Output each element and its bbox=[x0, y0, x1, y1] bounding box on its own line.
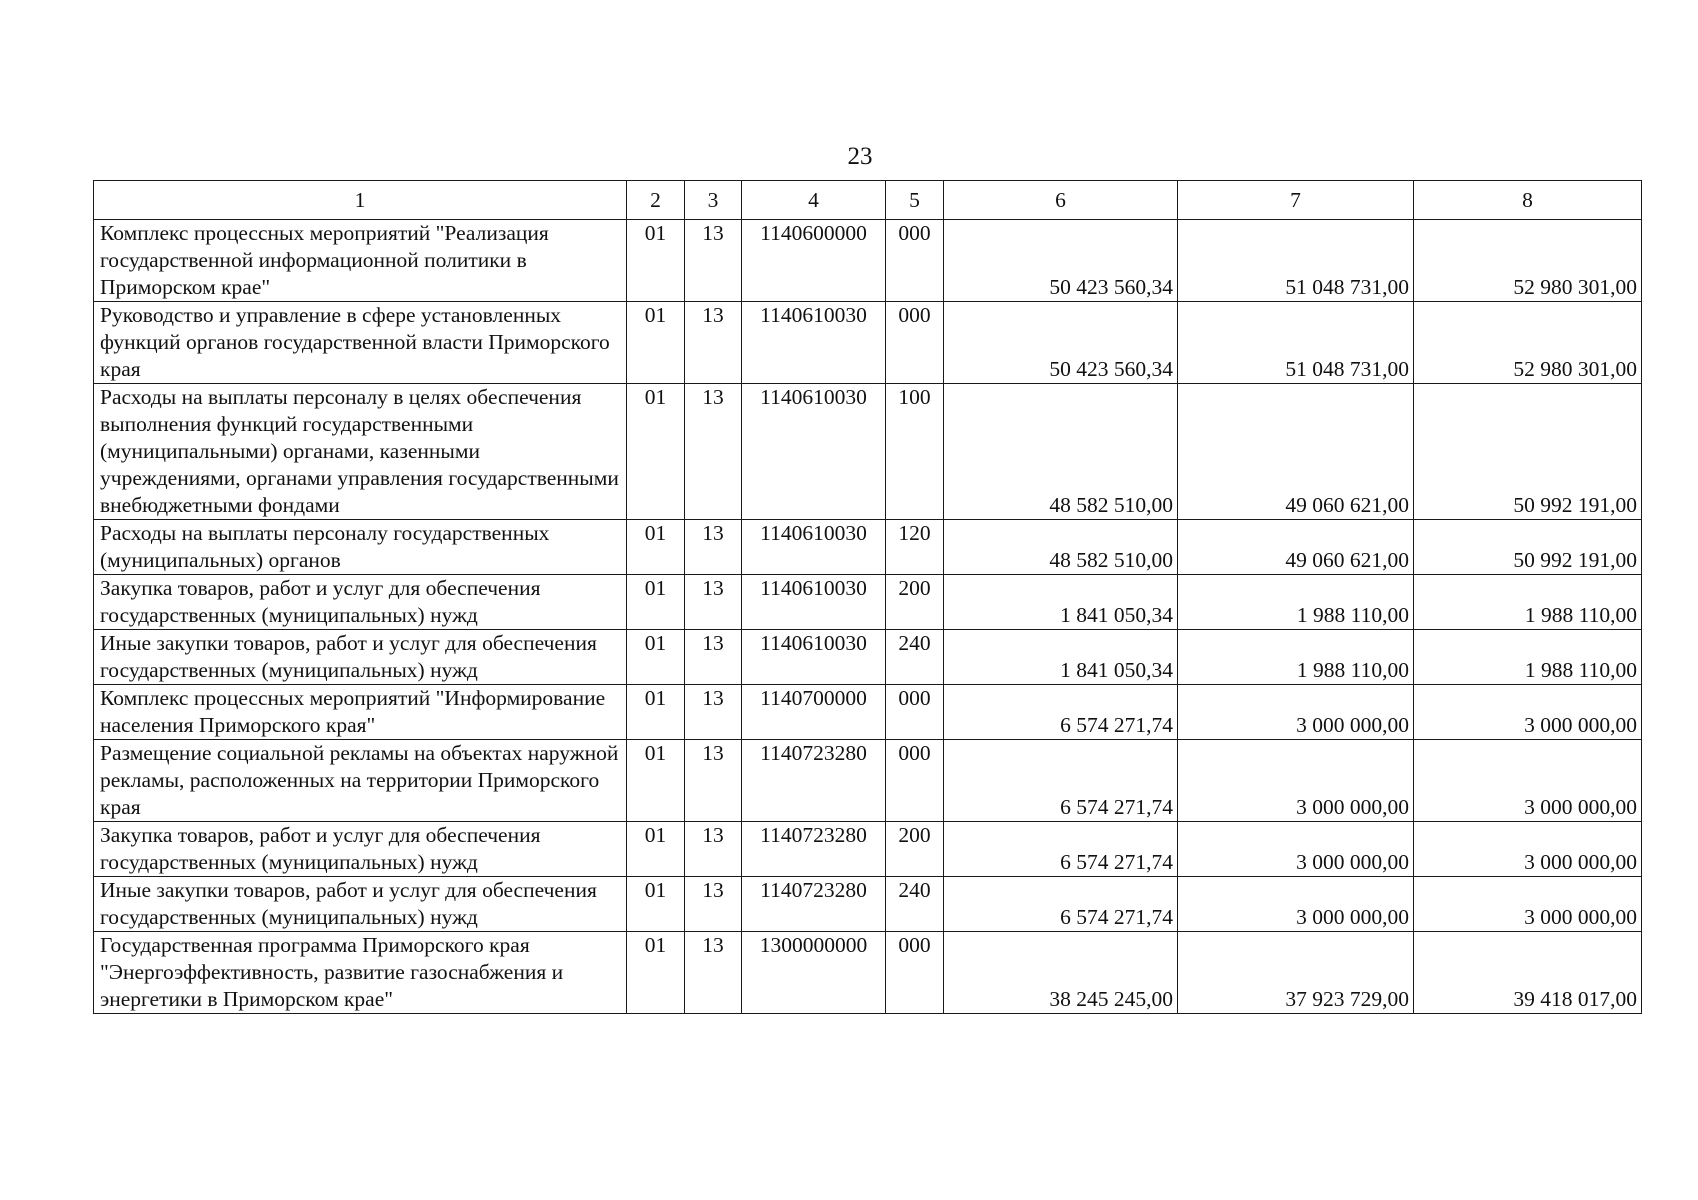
amount-col-7: 49 060 621,00 bbox=[1178, 520, 1414, 575]
amount-col-7: 1 988 110,00 bbox=[1178, 630, 1414, 685]
row-name: Иные закупки товаров, работ и услуг для обеспечения государственных (муниципальных) нужд bbox=[94, 630, 627, 685]
amount-col-8: 50 992 191,00 bbox=[1414, 520, 1642, 575]
amount-col-6: 1 841 050,34 bbox=[944, 575, 1178, 630]
row-name: Закупка товаров, работ и услуг для обеспечения государственных (муниципальных) нужд bbox=[94, 822, 627, 877]
column-header: 7 bbox=[1178, 181, 1414, 220]
column-header: 8 bbox=[1414, 181, 1642, 220]
row-name: Размещение социальной рекламы на объектах наружной рекламы, расположенных на территории Приморского края bbox=[94, 740, 627, 822]
target-article-code: 1140723280 bbox=[742, 822, 886, 877]
table-row bbox=[94, 822, 1642, 877]
section-code: 01 bbox=[627, 575, 685, 630]
table-row bbox=[94, 740, 1642, 822]
subsection-code: 13 bbox=[685, 740, 742, 822]
expense-type-code: 000 bbox=[886, 685, 944, 740]
row-name: Иные закупки товаров, работ и услуг для обеспечения государственных (муниципальных) нужд bbox=[94, 877, 627, 932]
target-article-code: 1140610030 bbox=[742, 520, 886, 575]
target-article-code: 1140610030 bbox=[742, 630, 886, 685]
amount-col-8: 39 418 017,00 bbox=[1414, 932, 1642, 1014]
amount-col-6: 38 245 245,00 bbox=[944, 932, 1178, 1014]
section-code: 01 bbox=[627, 384, 685, 520]
table-row bbox=[94, 302, 1642, 384]
target-article-code: 1140700000 bbox=[742, 685, 886, 740]
expense-type-code: 000 bbox=[886, 220, 944, 302]
amount-col-7: 37 923 729,00 bbox=[1178, 932, 1414, 1014]
expense-type-code: 000 bbox=[886, 932, 944, 1014]
budget-table bbox=[93, 180, 1642, 1014]
amount-col-8: 3 000 000,00 bbox=[1414, 822, 1642, 877]
subsection-code: 13 bbox=[685, 220, 742, 302]
amount-col-8: 1 988 110,00 bbox=[1414, 630, 1642, 685]
row-name: Государственная программа Приморского края "Энергоэффективность, развитие газоснабжения и энергетики в Приморском крае" bbox=[94, 932, 627, 1014]
amount-col-6: 6 574 271,74 bbox=[944, 822, 1178, 877]
column-header: 6 bbox=[944, 181, 1178, 220]
amount-col-7: 3 000 000,00 bbox=[1178, 740, 1414, 822]
row-name: Расходы на выплаты персоналу государственных (муниципальных) органов bbox=[94, 520, 627, 575]
section-code: 01 bbox=[627, 932, 685, 1014]
amount-col-8: 52 980 301,00 bbox=[1414, 220, 1642, 302]
amount-col-8: 3 000 000,00 bbox=[1414, 740, 1642, 822]
subsection-code: 13 bbox=[685, 575, 742, 630]
section-code: 01 bbox=[627, 740, 685, 822]
section-code: 01 bbox=[627, 302, 685, 384]
amount-col-8: 3 000 000,00 bbox=[1414, 877, 1642, 932]
section-code: 01 bbox=[627, 220, 685, 302]
row-name: Закупка товаров, работ и услуг для обеспечения государственных (муниципальных) нужд bbox=[94, 575, 627, 630]
amount-col-8: 50 992 191,00 bbox=[1414, 384, 1642, 520]
subsection-code: 13 bbox=[685, 822, 742, 877]
expense-type-code: 200 bbox=[886, 822, 944, 877]
amount-col-6: 6 574 271,74 bbox=[944, 877, 1178, 932]
table-row bbox=[94, 685, 1642, 740]
amount-col-6: 48 582 510,00 bbox=[944, 384, 1178, 520]
amount-col-8: 52 980 301,00 bbox=[1414, 302, 1642, 384]
table-row bbox=[94, 384, 1642, 520]
amount-col-6: 1 841 050,34 bbox=[944, 630, 1178, 685]
amount-col-6: 6 574 271,74 bbox=[944, 685, 1178, 740]
expense-type-code: 000 bbox=[886, 740, 944, 822]
amount-col-8: 1 988 110,00 bbox=[1414, 575, 1642, 630]
amount-col-7: 49 060 621,00 bbox=[1178, 384, 1414, 520]
column-header: 5 bbox=[886, 181, 944, 220]
table-row bbox=[94, 520, 1642, 575]
amount-col-6: 50 423 560,34 bbox=[944, 220, 1178, 302]
table-row bbox=[94, 877, 1642, 932]
row-name: Расходы на выплаты персоналу в целях обеспечения выполнения функций государственными (муниципальными) органами, казенными учреждениями, органами управления государственными внебюджетными фондами bbox=[94, 384, 627, 520]
subsection-code: 13 bbox=[685, 685, 742, 740]
table-row bbox=[94, 220, 1642, 302]
amount-col-7: 3 000 000,00 bbox=[1178, 877, 1414, 932]
amount-col-7: 1 988 110,00 bbox=[1178, 575, 1414, 630]
page-number: 23 bbox=[847, 143, 873, 170]
table-header-row bbox=[94, 181, 1642, 220]
section-code: 01 bbox=[627, 877, 685, 932]
section-code: 01 bbox=[627, 685, 685, 740]
column-header: 4 bbox=[742, 181, 886, 220]
amount-col-6: 50 423 560,34 bbox=[944, 302, 1178, 384]
target-article-code: 1140723280 bbox=[742, 877, 886, 932]
table-row bbox=[94, 575, 1642, 630]
column-header: 2 bbox=[627, 181, 685, 220]
row-name: Руководство и управление в сфере установленных функций органов государственной власти Приморского края bbox=[94, 302, 627, 384]
amount-col-7: 3 000 000,00 bbox=[1178, 822, 1414, 877]
subsection-code: 13 bbox=[685, 932, 742, 1014]
subsection-code: 13 bbox=[685, 520, 742, 575]
target-article-code: 1140723280 bbox=[742, 740, 886, 822]
expense-type-code: 100 bbox=[886, 384, 944, 520]
target-article-code: 1140610030 bbox=[742, 575, 886, 630]
amount-col-8: 3 000 000,00 bbox=[1414, 685, 1642, 740]
subsection-code: 13 bbox=[685, 384, 742, 520]
section-code: 01 bbox=[627, 822, 685, 877]
amount-col-7: 3 000 000,00 bbox=[1178, 685, 1414, 740]
subsection-code: 13 bbox=[685, 302, 742, 384]
section-code: 01 bbox=[627, 630, 685, 685]
amount-col-7: 51 048 731,00 bbox=[1178, 220, 1414, 302]
target-article-code: 1140600000 bbox=[742, 220, 886, 302]
amount-col-6: 6 574 271,74 bbox=[944, 740, 1178, 822]
table-row bbox=[94, 932, 1642, 1014]
table-body bbox=[94, 220, 1642, 1014]
section-code: 01 bbox=[627, 520, 685, 575]
expense-type-code: 000 bbox=[886, 302, 944, 384]
column-header: 3 bbox=[685, 181, 742, 220]
table-row bbox=[94, 630, 1642, 685]
expense-type-code: 240 bbox=[886, 877, 944, 932]
subsection-code: 13 bbox=[685, 877, 742, 932]
subsection-code: 13 bbox=[685, 630, 742, 685]
amount-col-7: 51 048 731,00 bbox=[1178, 302, 1414, 384]
column-header: 1 bbox=[94, 181, 627, 220]
expense-type-code: 240 bbox=[886, 630, 944, 685]
row-name: Комплекс процессных мероприятий "Реализация государственной информационной политики в Приморском крае" bbox=[94, 220, 627, 302]
expense-type-code: 200 bbox=[886, 575, 944, 630]
target-article-code: 1300000000 bbox=[742, 932, 886, 1014]
row-name: Комплекс процессных мероприятий "Информирование населения Приморского края" bbox=[94, 685, 627, 740]
amount-col-6: 48 582 510,00 bbox=[944, 520, 1178, 575]
expense-type-code: 120 bbox=[886, 520, 944, 575]
target-article-code: 1140610030 bbox=[742, 302, 886, 384]
target-article-code: 1140610030 bbox=[742, 384, 886, 520]
